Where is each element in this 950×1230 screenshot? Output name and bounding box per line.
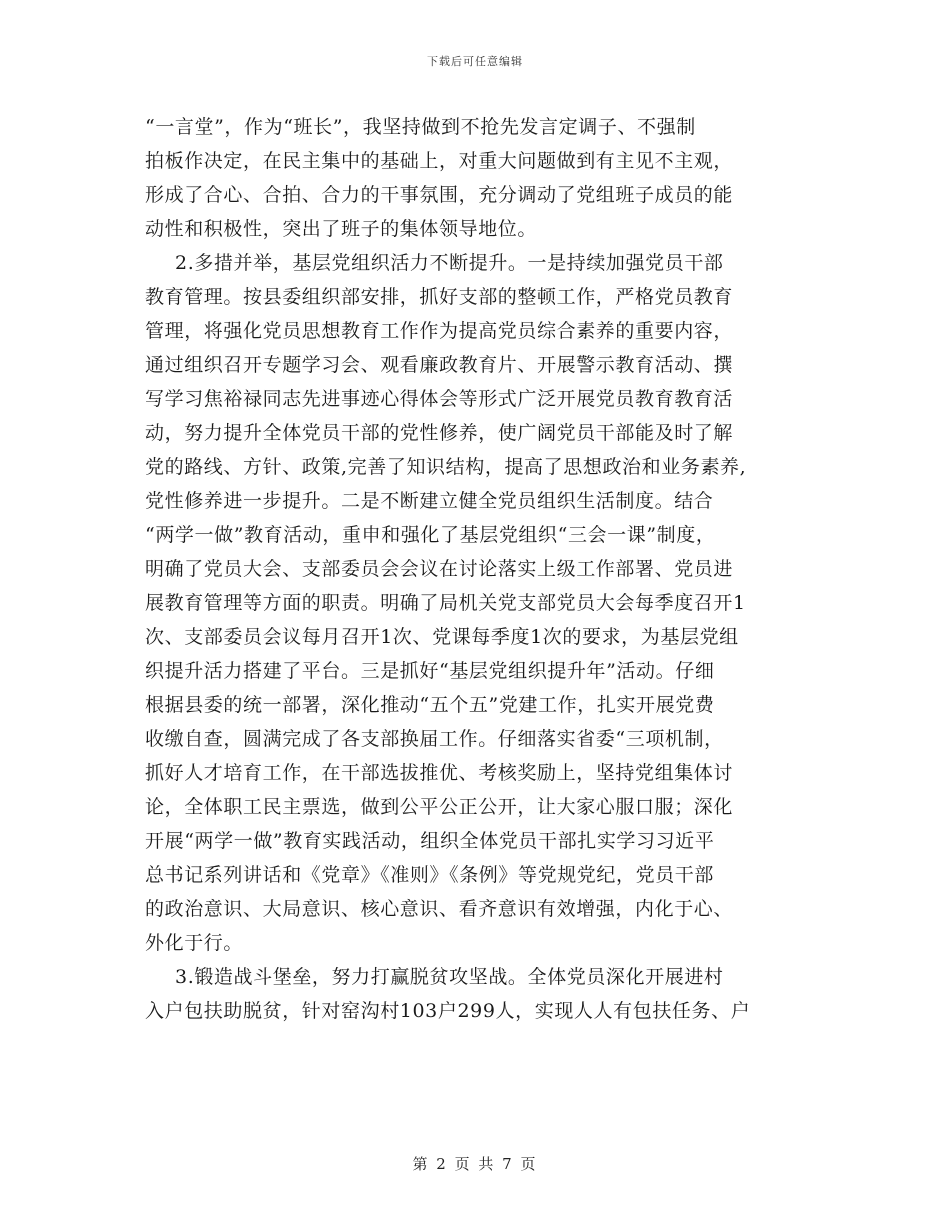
text-line: 管理，将强化党员思想教育工作作为提高党员综合素养的重要内容， bbox=[145, 320, 734, 342]
text-line: 次、支部委员会议每月召开1次、党课每季度1次的要求，为基层党组 bbox=[145, 626, 739, 648]
text-line: 写学习焦裕禄同志先进事迹心得体会等形式广泛开展党员教育教育活 bbox=[145, 388, 734, 410]
paragraph-start-line: 2.多措并举，基层党组织活力不断提升。一是持续加强党员干部 bbox=[175, 252, 724, 274]
document-body bbox=[145, 110, 810, 1028]
text-line: 动，努力提升全体党员干部的党性修养，使广阔党员干部能及时了解 bbox=[145, 422, 734, 444]
text-line: 党性修养进一步提升。二是不断建立健全党员组织生活制度。结合 bbox=[145, 490, 714, 512]
text-line: 收缴自查，圆满完成了各支部换届工作。仔细落实省委“三项机制， bbox=[145, 728, 724, 750]
text-line: “一言堂”，作为“班长”，我坚持做到不抢先发言定调子、不强制 bbox=[145, 116, 696, 138]
text-line: 党的路线、方针、政策,完善了知识结构，提高了思想政治和业务素养, bbox=[145, 456, 747, 478]
page-footer: 第 2 页 共 7 页 bbox=[412, 1155, 538, 1173]
text-line: 外化于行。 bbox=[145, 932, 244, 954]
text-line: 总书记系列讲话和《党章》《准则》《条例》等党规党纪，党员干部 bbox=[145, 864, 715, 886]
text-line: 动性和积极性，突出了班子的集体领导地位。 bbox=[145, 218, 538, 240]
text-line: 展教育管理等方面的职责。明确了局机关党支部党员大会每季度召开1 bbox=[145, 592, 746, 614]
text-line: 入户包扶助脱贫，针对窑沟村103户299人，实现人人有包扶任务、户 bbox=[145, 1000, 751, 1022]
text-line: 抓好人才培育工作，在干部选拔推优、考核奖励上，坚持党组集体讨 bbox=[145, 762, 734, 784]
text-line: 明确了党员大会、支部委员会会议在讨论落实上级工作部署、党员进 bbox=[145, 558, 734, 580]
text-line: 开展“两学一做”教育实践活动，组织全体党员干部扎实学习习近平 bbox=[145, 830, 715, 852]
text-line: “两学一做”教育活动，重申和强化了基层党组织“三会一课”制度， bbox=[145, 524, 716, 546]
text-line: 通过组织召开专题学习会、观看廉政教育片、开展警示教育活动、撰 bbox=[145, 354, 734, 376]
text-line: 的政治意识、大局意识、核心意识、看齐意识有效增强，内化于心、 bbox=[145, 898, 734, 920]
text-line: 论，全体职工民主票选，做到公平公正公开，让大家心服口服；深化 bbox=[145, 796, 734, 818]
paragraph-start-line: 3.锻造战斗堡垒，努力打赢脱贫攻坚战。全体党员深化开展进村 bbox=[175, 966, 724, 988]
page-header: 下载后可任意编辑 bbox=[427, 55, 523, 68]
text-line: 根据县委的统一部署，深化推动“五个五”党建工作，扎实开展党费 bbox=[145, 694, 715, 716]
text-line: 织提升活力搭建了平台。三是抓好“基层党组织提升年”活动。仔细 bbox=[145, 660, 715, 682]
text-line: 形成了合心、合拍、合力的干事氛围，充分调动了党组班子成员的能 bbox=[145, 184, 734, 206]
text-line: 拍板作决定，在民主集中的基础上，对重大问题做到有主见不主观， bbox=[145, 150, 734, 172]
text-line: 教育管理。按县委组织部安排，抓好支部的整顿工作，严格党员教育 bbox=[145, 286, 734, 308]
